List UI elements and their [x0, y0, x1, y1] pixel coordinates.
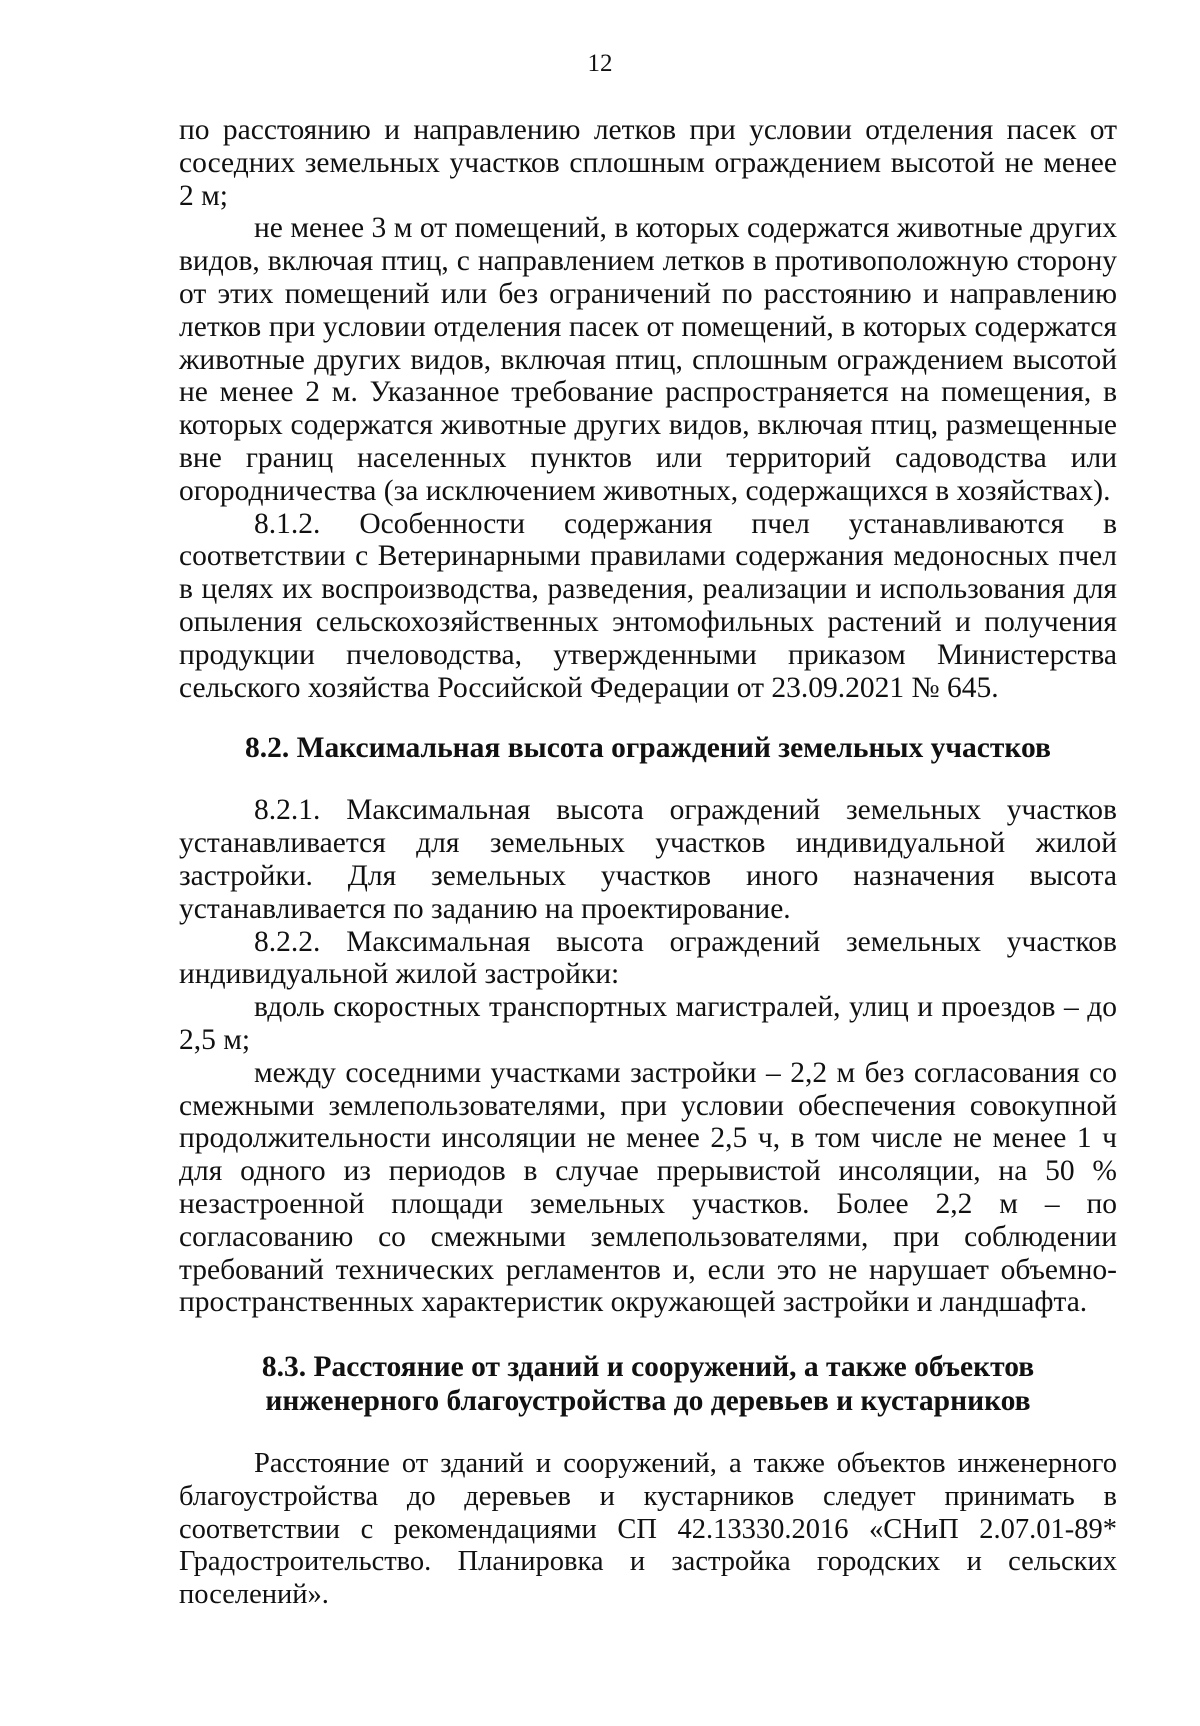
paragraph-neighbor-fence-height: между соседними участками застройки – 2,2 м без согласования со смежными землепользователями, при условии обеспечения совокупной продолжительности инсоляции не менее 2,5 ч, в том числе не менее 1 ч для одного из периодов в случае прерывистой инсоляции, на 50 % незастроенной площади земельных участков. Более 2,2 м – по согласованию со смежными землепользователями, при соблюдении требований технических регламентов и, если это не нарушает объемно-пространственных характеристик окружающей застройки и ландшафта.: [179, 1056, 1117, 1319]
document-body: [179, 114, 1117, 1612]
section-heading-8-3: [179, 1350, 1117, 1418]
paragraph-apiary-distance: по расстоянию и направлению летков при условии отделения пасек от соседних земельных участков сплошным ограждением высотой не менее 2 м;: [179, 114, 1117, 212]
paragraph-8-2-2: 8.2.2. Максимальная высота ограждений земельных участков индивидуальной жилой застройки:: [179, 925, 1117, 991]
paragraph-roads-fence-height: вдоль скоростных транспортных магистралей, улиц и проездов – до 2,5 м;: [179, 991, 1117, 1056]
paragraph-animal-premises: не менее 3 м от помещений, в которых содержатся животные других видов, включая птиц, с направлением летков в противоположную сторону от этих помещений или без ограничений по расстоянию и направлению летков при условии отделения пасек от помещений, в которых содержатся животные других видов, включая птиц, сплошным ограждением высотой не менее 2 м. Указанное требование распространяется на помещения, в которых содержатся животные других видов, включая птиц, размещенные вне границ населенных пунктов или территорий садоводства или огородничества (за исключением животных, содержащихся в хозяйствах).: [179, 212, 1117, 507]
section-heading-8-2: 8.2. Максимальная высота ограждений земельных участков: [245, 732, 1051, 765]
paragraph-8-2-1: 8.2.1. Максимальная высота ограждений земельных участков устанавливается для земельных участков индивидуальной жилой застройки. Для земельных участков иного назначения высота устанавливается по заданию на проектирование.: [179, 794, 1117, 925]
paragraph-8-3: Расстояние от зданий и сооружений, а также объектов инженерного благоустройства до деревьев и кустарников следует принимать в соответствии с рекомендациями СП 42.13330.2016 «СНиП 2.07.01-89* Градостроительство. Планировка и застройка городских и сельских поселений».: [179, 1448, 1117, 1611]
page-number: 12: [587, 50, 613, 77]
paragraph-8-1-2: 8.1.2. Особенности содержания пчел устанавливаются в соответствии с Ветеринарными правилами содержания медоносных пчел в целях их воспроизводства, разведения, реализации и использования для опыления сельскохозяйственных энтомофильных растений и получения продукции пчеловодства, утвержденными приказом Министерства сельского хозяйства Российской Федерации от 23.09.2021 № 645.: [179, 507, 1117, 704]
section-heading-8-3-line1: 8.3. Расстояние от зданий и сооружений, а также объектов: [261, 1351, 1035, 1384]
section-heading-8-3-line2: инженерного благоустройства до деревьев и кустарников: [265, 1385, 1031, 1418]
